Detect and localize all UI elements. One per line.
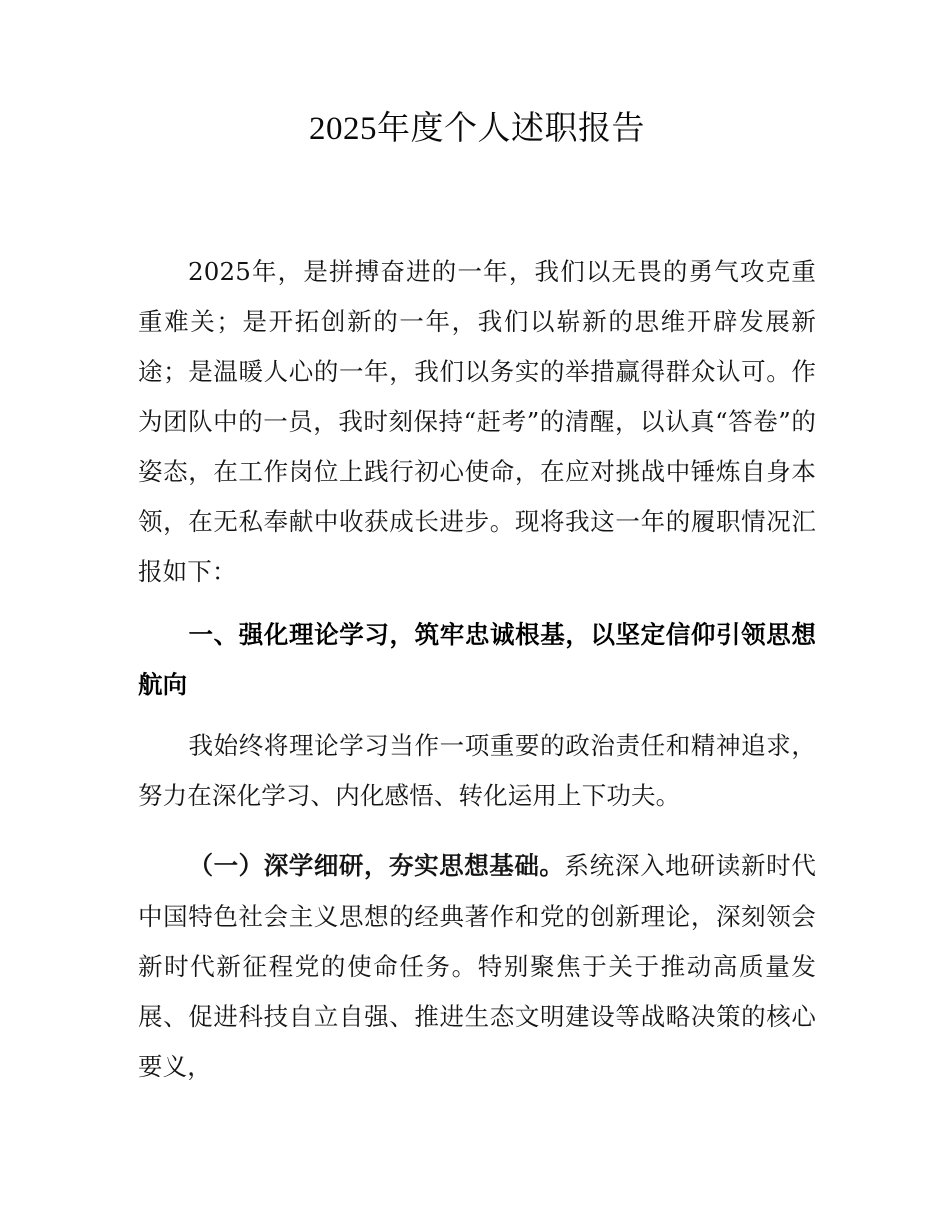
section-one-lead-paragraph xyxy=(138,721,816,821)
intro-paragraph xyxy=(138,247,816,597)
subsection-one-block xyxy=(138,841,816,1092)
intro-paragraph-text: 2025年，是拼搏奋进的一年，我们以无畏的勇气攻克重重难关；是开拓创新的一年，我们以崭新的思维开辟发展新途；是温暖人心的一年，我们以务实的举措赢得群众认可。作为团队中的一员，我时刻保持“赶考”的清醒，以认真“答卷”的姿态，在工作岗位上践行初心使命，在应对挑战中锤炼自身本领，在无私奉献中收获成长进步。现将我这一年的履职情况汇报如下： xyxy=(138,257,816,586)
section-one-lead-block xyxy=(138,721,816,821)
section-one-heading-text: 一、强化理论学习，筑牢忠诚根基，以坚定信仰引领思想航向 xyxy=(138,622,816,699)
subsection-one-body-text: 系统深入地研读新时代中国特色社会主义思想的经典著作和党的创新理论，深刻领会新时代新征程党的使命任务。特别聚焦于关于推动高质量发展、促进科技自立自强、推进生态文明建设等战略决策的核心要义， xyxy=(138,851,817,1081)
section-one-heading xyxy=(138,611,816,711)
intro-paragraph-block xyxy=(138,247,816,597)
page-title: 2025年度个人述职报告 xyxy=(309,111,645,147)
subsection-one-paragraph xyxy=(138,841,816,1092)
section-one-lead-text: 我始终将理论学习当作一项重要的政治责任和精神追求，努力在深化学习、内化感悟、转化运用上下功夫。 xyxy=(138,731,816,810)
subsection-one-label: （一）深学细研，夯实思想基础。 xyxy=(188,853,565,880)
section-one-heading-block xyxy=(138,611,816,711)
